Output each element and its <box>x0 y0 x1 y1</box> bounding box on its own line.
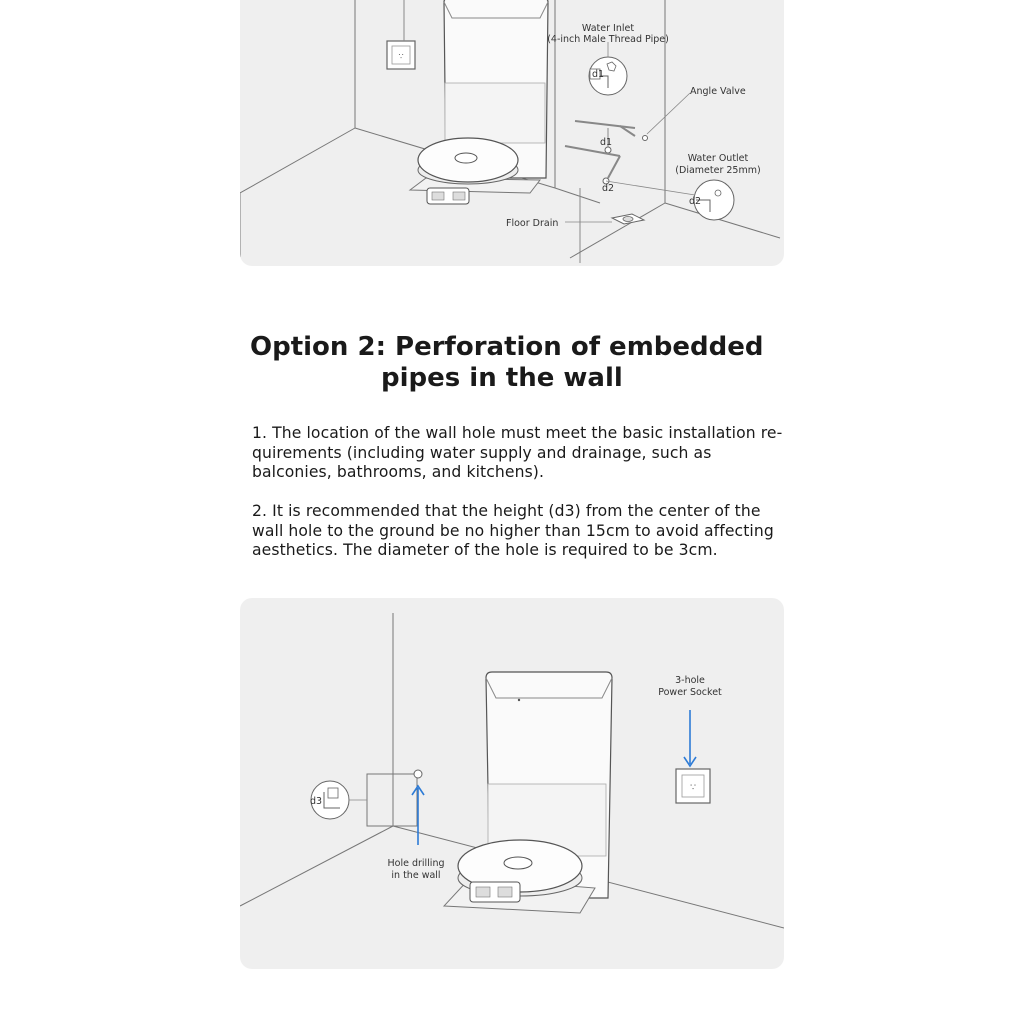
option2-illustration <box>240 598 784 969</box>
water-inlet-spec-label: (4-inch Male Thread Pipe) <box>547 34 669 45</box>
socket-label-line1: 3-hole <box>675 675 705 686</box>
svg-text:∵: ∵ <box>690 783 696 793</box>
socket-label-line2: Power Socket <box>658 687 722 698</box>
d1-detail-icon <box>589 57 627 95</box>
hole-drilling-label-line2: in the wall <box>391 870 441 881</box>
angle-valve-label: Angle Valve <box>690 86 746 97</box>
socket-arrow-icon <box>684 710 696 766</box>
svg-text:d2: d2 <box>689 196 702 207</box>
d3-measurement-icon <box>310 770 422 826</box>
hole-arrow-icon <box>412 786 424 845</box>
d2-label: d2 <box>602 183 615 194</box>
option1-illustration <box>240 0 784 266</box>
requirement-paragraph-2: 2. It is recommended that the height (d3) from the center of the wall hole to the ground be no higher than 15cm to avoid affecting aesthetics. The diameter of the hole is required to be 3cm. <box>252 502 774 559</box>
d2-detail-icon <box>689 180 734 220</box>
hole-drilling-label-line1: Hole drilling <box>387 858 445 869</box>
outlet-pipe-icon <box>565 146 620 184</box>
water-outlet-label: Water Outlet <box>687 153 749 164</box>
installation-diagram-option2 <box>240 598 784 969</box>
section-title-line2: pipes in the wall <box>381 363 623 393</box>
svg-text:∵: ∵ <box>398 52 404 61</box>
svg-text:d1: d1 <box>592 69 605 80</box>
water-outlet-spec-label: (Diameter 25mm) <box>675 165 761 176</box>
requirement-paragraph-1: 1. The location of the wall hole must meet the basic installation re-quirements (including water supply and drainage, such as balconies, bathrooms, and kitchens). <box>252 424 783 481</box>
power-socket-icon <box>676 769 710 803</box>
floor-drain-label: Floor Drain <box>506 218 559 229</box>
section-title <box>250 332 770 394</box>
d1-label: d1 <box>600 137 613 148</box>
installation-diagram-option1 <box>240 0 784 266</box>
d3-label: d3 <box>310 796 323 807</box>
water-inlet-label: Water Inlet <box>581 23 635 34</box>
floor-drain-icon <box>612 214 644 224</box>
section-title-line1: Option 2: Perforation of embedded <box>250 332 764 362</box>
power-socket-icon <box>387 41 415 69</box>
robot-vacuum-icon <box>418 138 518 204</box>
